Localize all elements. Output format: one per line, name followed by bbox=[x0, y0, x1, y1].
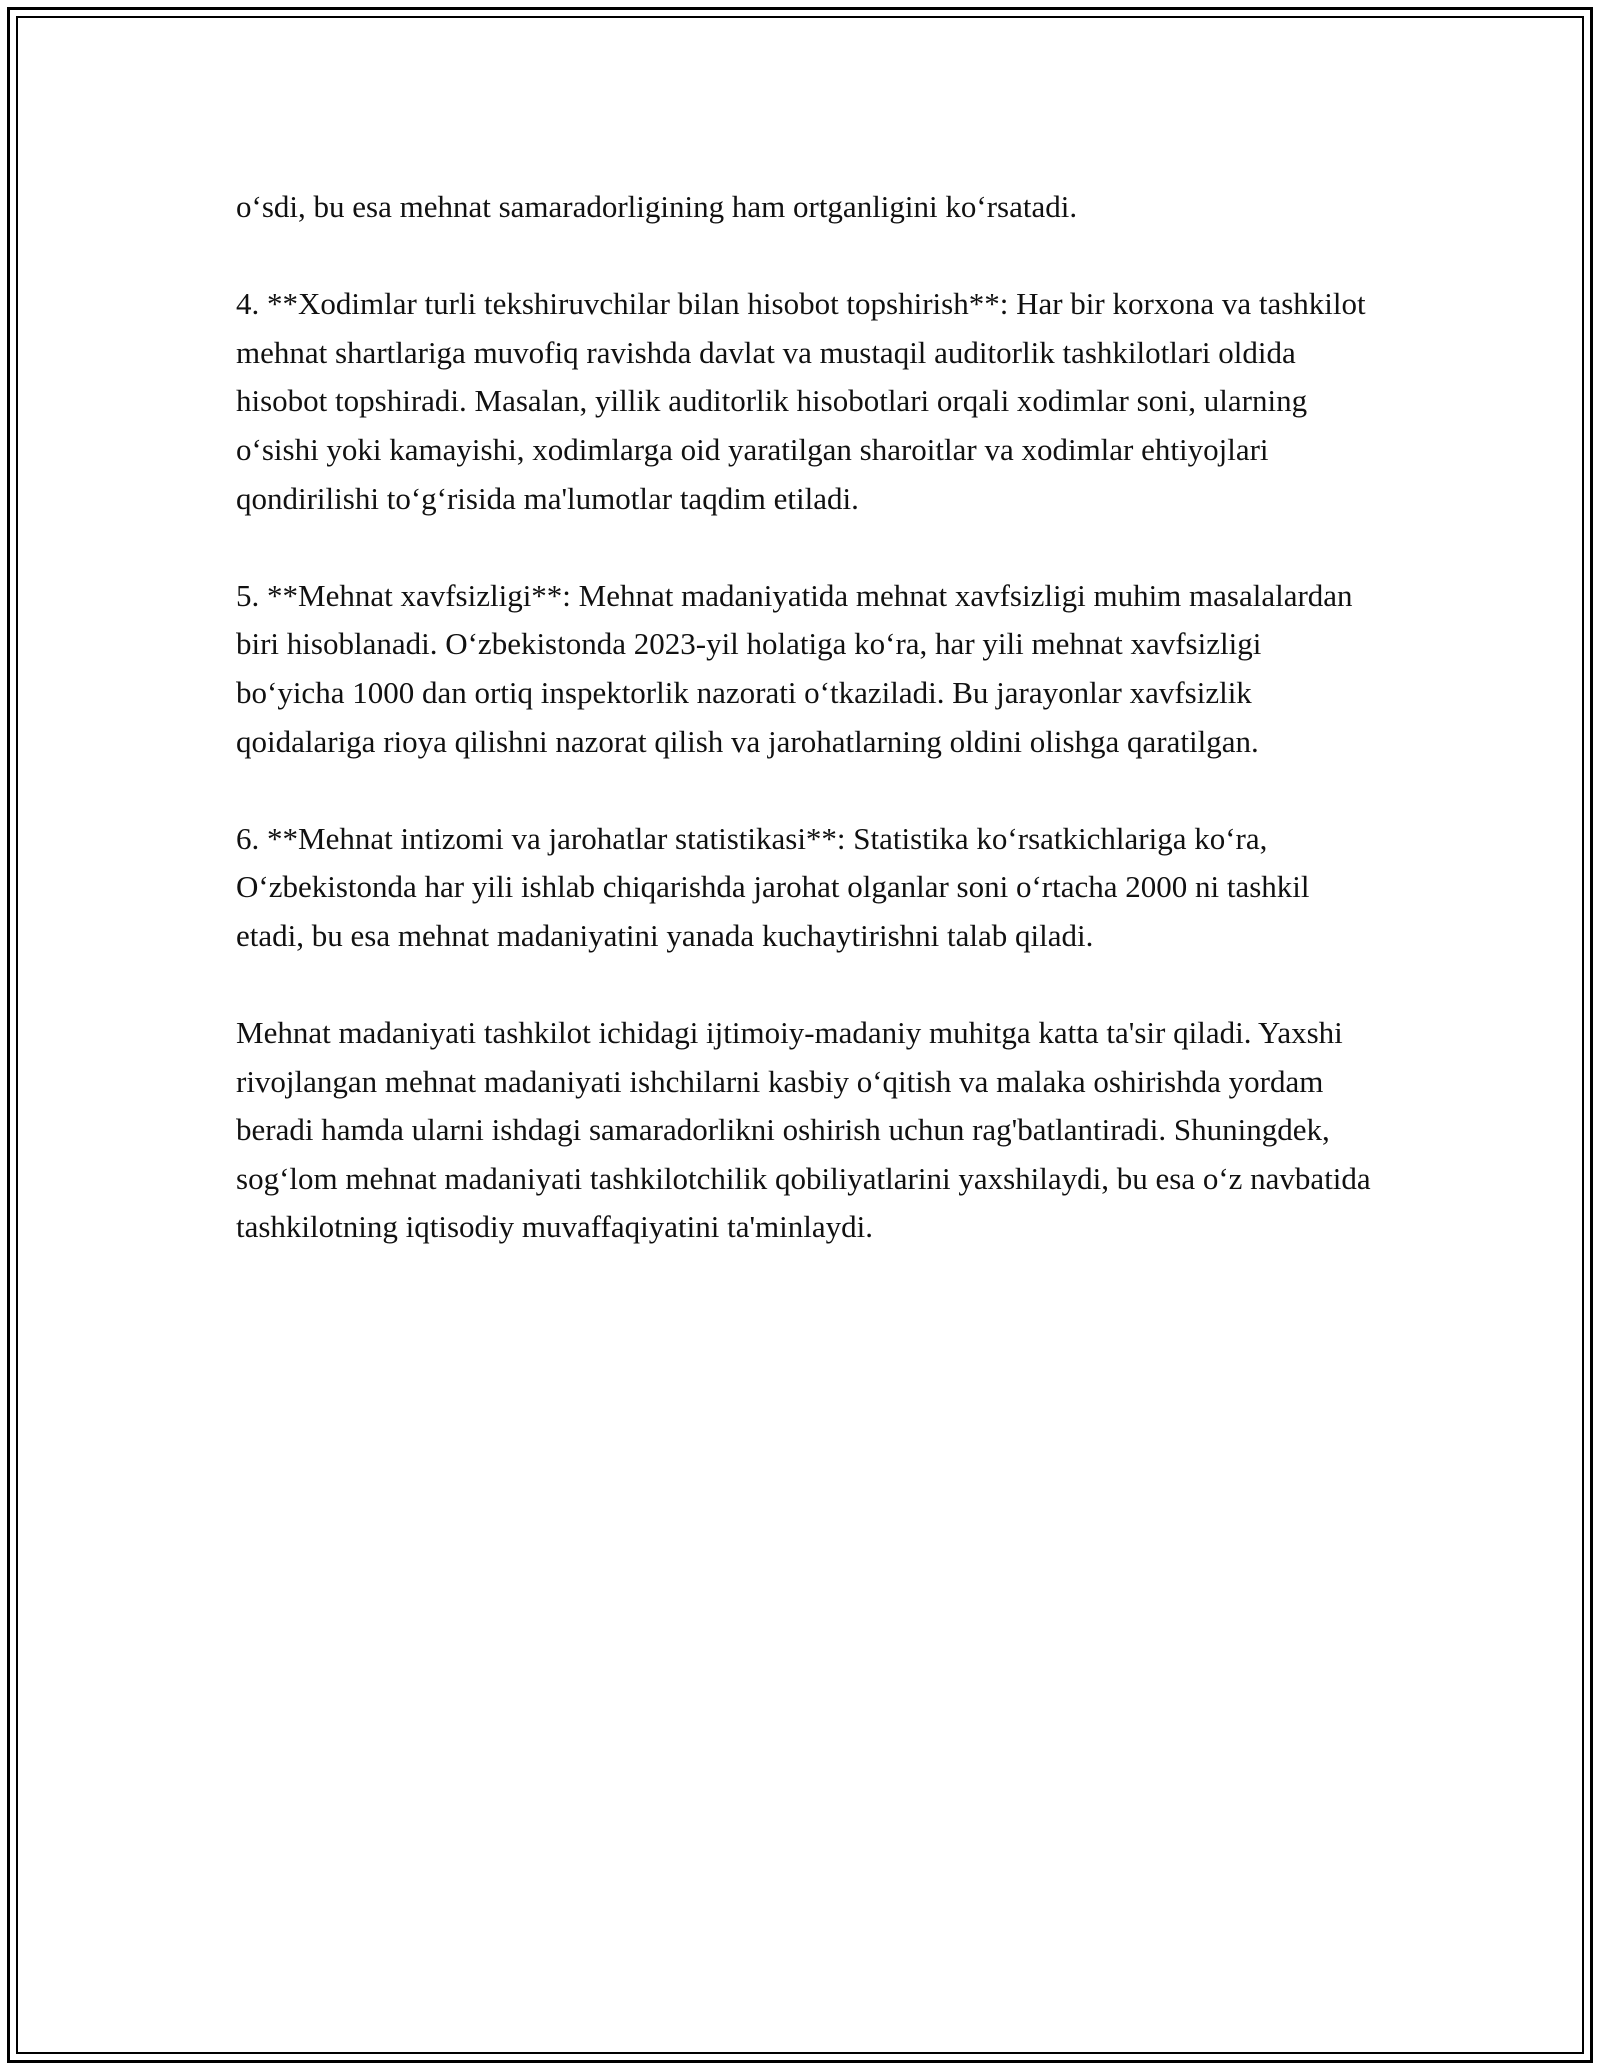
paragraph-item-6-injury-statistics: 6. **Mehnat intizomi va jarohatlar statistikasi**: Statistika ko‘rsatkichlariga ko‘ra, O‘zbekistonda har yili ishlab chiqarishda jarohat olganlar soni o‘rtacha 2000 ni tashkil etadi, bu esa mehnat madaniyatini yanada kuchaytirishni talab qiladi. bbox=[236, 820, 1310, 953]
paragraph-item-4-reporting: 4. **Xodimlar turli tekshiruvchilar bilan hisobot topshirish**: Har bir korxona va tashkilot mehnat shartlariga muvofiq ravishda davlat va mustaqil auditorlik tashkilotlari oldida hisobot topshiradi. Masalan, yillik auditorlik hisobotlari orqali xodimlar soni, ularning o‘sishi yoki kamayishi, xodimlarga oid yaratilgan sharoitlar va xodimlar ehtiyojlari qondirilishi to‘g‘risida ma'lumotlar taqdim etiladi. bbox=[236, 286, 1366, 516]
document-body bbox=[236, 183, 1376, 1301]
paragraph-conclusion: Mehnat madaniyati tashkilot ichidagi ijtimoiy-madaniy muhitga katta ta'sir qiladi. Yaxshi rivojlangan mehnat madaniyati ishchilarni kasbiy o‘qitish va malaka oshirishda yordam beradi hamda ularni ishdagi samaradorlikni oshirish uchun rag'batlantiradi. Shuningdek, sog‘lom mehnat madaniyati tashkilotchilik qobiliyatlarini yaxshilaydi, bu esa o‘z navbatida tashkilotning iqtisodiy muvaffaqiyatini ta'minlaydi. bbox=[236, 1015, 1371, 1245]
paragraph-continuation: o‘sdi, bu esa mehnat samaradorligining ham ortganligini ko‘rsatadi. bbox=[236, 189, 1078, 224]
paragraph-item-5-safety: 5. **Mehnat xavfsizligi**: Mehnat madaniyatida mehnat xavfsizligi muhim masalalardan biri hisoblanadi. O‘zbekistonda 2023-yil holatiga ko‘ra, har yili mehnat xavfsizligi bo‘yicha 1000 dan ortiq inspektorlik nazorati o‘tkaziladi. Bu jarayonlar xavfsizlik qoidalariga rioya qilishni nazorat qilish va jarohatlarning oldini olishga qaratilgan. bbox=[236, 577, 1353, 759]
